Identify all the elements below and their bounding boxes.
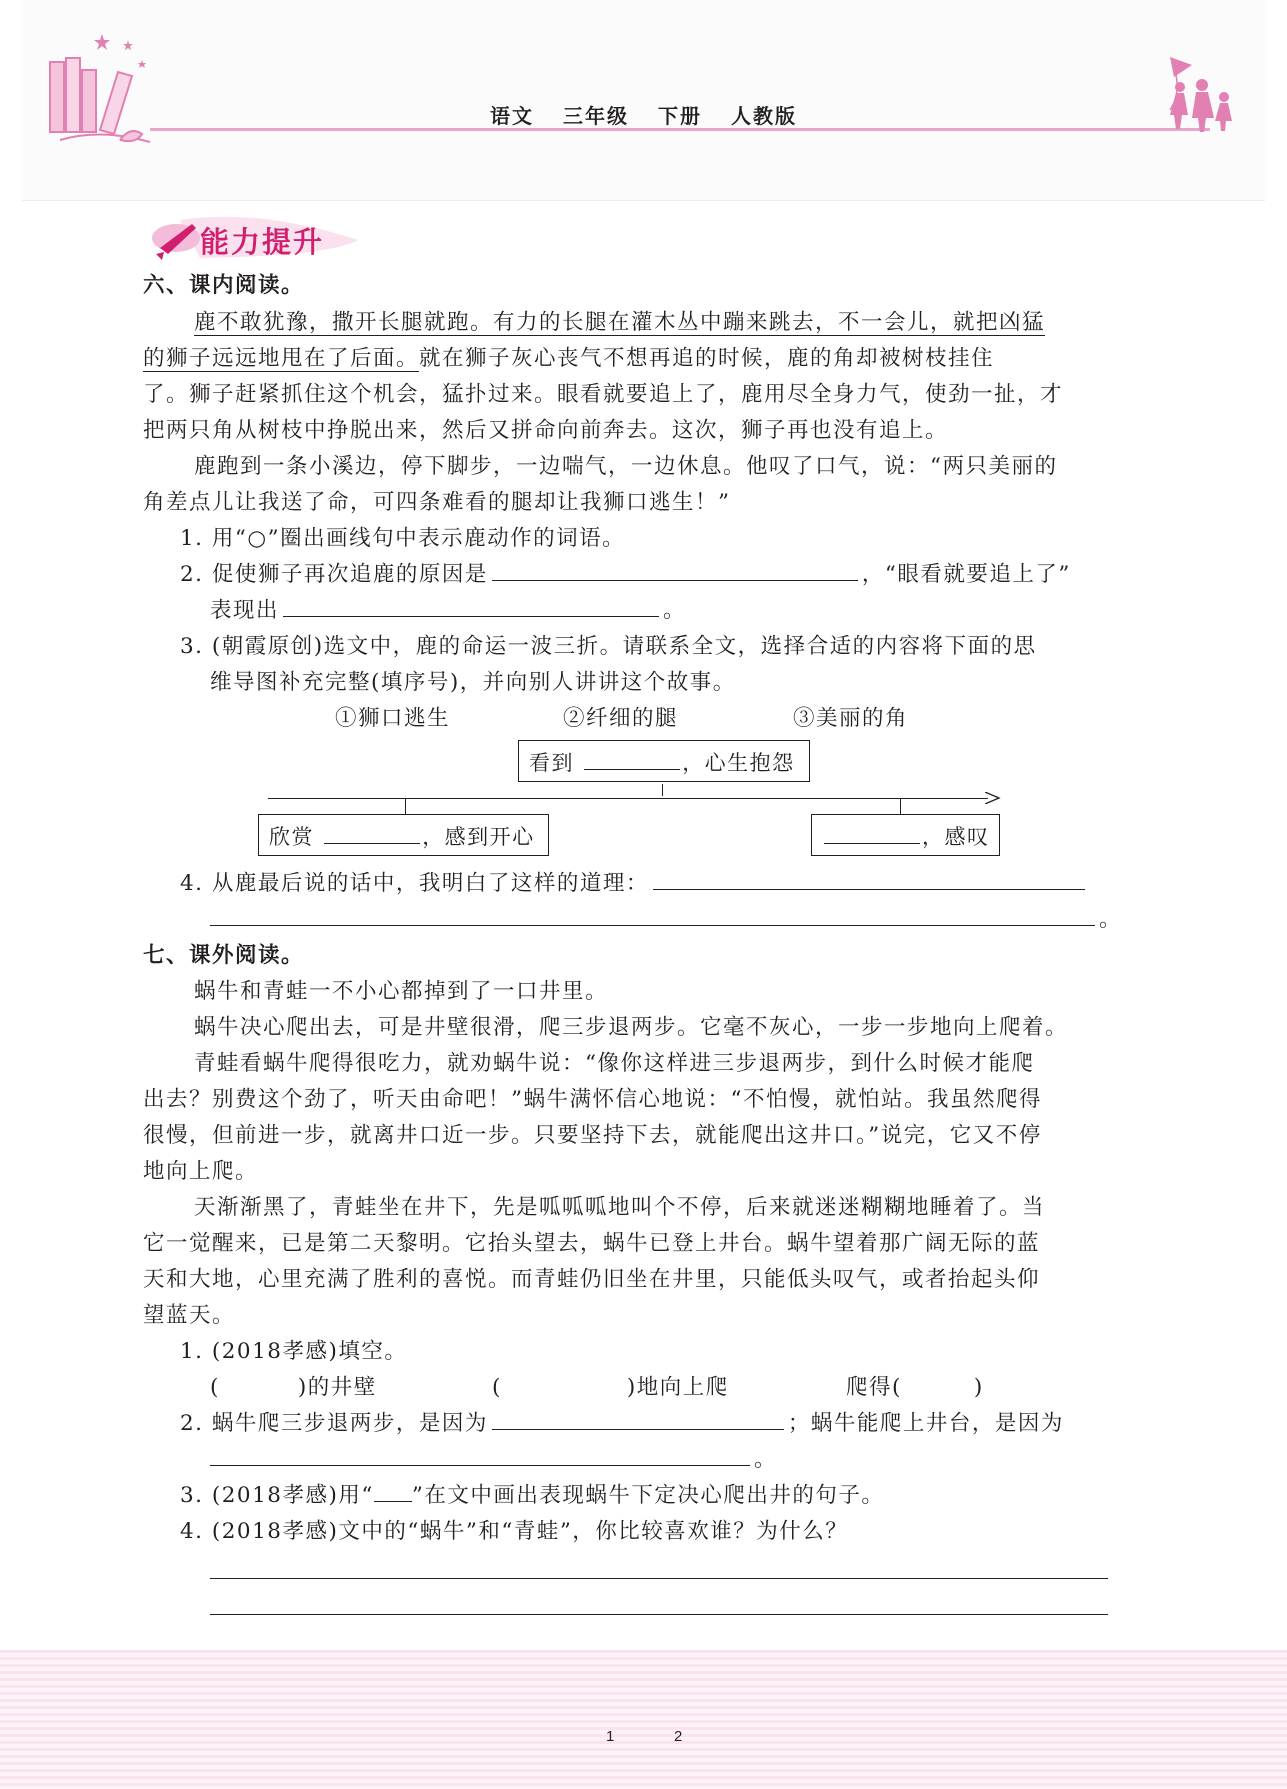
option-1: ①狮口逃生 [335, 706, 451, 731]
underlined-sentence: 的狮子远远地甩在了后面。 [143, 346, 420, 371]
section-title: 能力提升 [200, 225, 325, 259]
question-6-2: 2. 促使狮子再次追鹿的原因是 ，“眼看就要追上了” [180, 562, 1071, 587]
answer-blank[interactable] [492, 1409, 784, 1430]
underlined-sentence: 鹿不敢犹豫，撒开长腿就跑。 [194, 310, 494, 335]
passage7-line: 出去？别费这个劲了，听天由命吧！”蜗牛满怀信心地说：“不怕慢，就怕站。我虽然爬得 [143, 1087, 1042, 1112]
answer-line[interactable] [210, 1614, 1108, 1615]
part6-heading: 六、课内阅读。 [143, 273, 305, 298]
passage6-line: 的狮子远远地甩在了后面。就在狮子灰心丧气不想再追的时候，鹿的角却被树枝挂住 [143, 346, 995, 371]
answer-blank[interactable] [210, 1445, 750, 1466]
page-footer [0, 1650, 1287, 1789]
rocket-icon [152, 224, 200, 260]
question-7-4: 4. (2018孝感)文中的“蜗牛”和“青蛙”，你比较喜欢谁？为什么？ [180, 1519, 849, 1544]
answer-blank[interactable] [210, 905, 1095, 926]
passage7-line: 天和大地，心里充满了胜利的喜悦。而青蛙仍旧坐在井里，只能低头叹气，或者抬起头仰 [143, 1267, 1041, 1292]
answer-line[interactable] [210, 1578, 1108, 1579]
underlined-sentence: 有力的长腿在灌木丛中蹦来跳去，不一会儿，就把凶猛 [493, 310, 1046, 335]
passage7-line: 很慢，但前进一步，就离井口近一步。只要坚持下去，就能爬出这井口。”说完，它又不停 [143, 1123, 1042, 1148]
mindmap-left-box: 欣赏 ，感到开心 [258, 814, 549, 856]
question-7-3: 3. (2018孝感)用“ ”在文中画出表现蜗牛下定决心爬出井的句子。 [180, 1483, 885, 1508]
arrow-head-icon [985, 792, 1001, 804]
question-6-4-cont: 。 [210, 902, 1122, 938]
answer-blank[interactable] [584, 749, 680, 770]
page-number-right: 2 [674, 1728, 683, 1745]
mindmap-right-box: ，感叹 [811, 814, 1000, 856]
part7-heading: 七、课外阅读。 [143, 943, 305, 968]
option-3: ③美丽的角 [793, 706, 909, 731]
passage7-line: 天渐渐黑了，青蛙坐在井下，先是呱呱呱地叫个不停，后来就迷迷糊糊地睡着了。当 [194, 1195, 1046, 1220]
passage6-line [194, 305, 1045, 341]
passage6-line: 了。狮子赶紧抓住这个机会，猛扑过来。眼看就要追上了，鹿用尽全身力气，使劲一扯，才 [143, 382, 1064, 407]
question-6-3-cont: 维导图补充完整(填序号)，并向别人讲讲这个故事。 [210, 670, 736, 695]
answer-blank[interactable] [492, 560, 858, 581]
passage6-line: 角差点儿让我送了命，可四条难看的腿却让我狮口逃生！” [143, 490, 731, 515]
passage7-line: 青蛙看蜗牛爬得很吃力，就劝蜗牛说：“像你这样进三步退两步，到什么时候才能爬 [194, 1051, 1035, 1076]
question-7-1: 1. (2018孝感)填空。 [180, 1339, 408, 1364]
option-2: ②纤细的腿 [563, 706, 679, 731]
mindmap-top-box: 看到 ，心生抱怨 [518, 740, 810, 782]
connector [662, 784, 663, 796]
fill-blank-2: ( )地向上爬 [492, 1375, 729, 1400]
header-volume: 下册 [657, 104, 702, 128]
passage7-line: 蜗牛决心爬出去，可是井壁很滑，爬三步退两步。它毫不灰心，一步一步地向上爬着。 [194, 1015, 1069, 1040]
passage7-line: 蜗牛和青蛙一不小心都掉到了一口井里。 [194, 979, 609, 1004]
passage7-line: 它一觉醒来，已是第二天黎明。它抬头望去，蜗牛已登上井台。蜗牛望着那广阔无际的蓝 [143, 1231, 1041, 1256]
connector [405, 798, 406, 814]
timeline-arrow [268, 798, 988, 799]
answer-blank[interactable] [324, 823, 420, 844]
children-kite-icon [1140, 55, 1240, 135]
question-7-2-cont: 。 [210, 1442, 777, 1478]
header-subject: 语文 [490, 104, 535, 128]
question-6-4: 4. 从鹿最后说的话中，我明白了这样的道理： [180, 866, 1085, 902]
answer-blank[interactable] [824, 823, 920, 844]
answer-blank[interactable] [653, 869, 1085, 890]
fill-blank-3: 爬得( ) [846, 1375, 984, 1400]
passage6-line: 把两只角从树枝中挣脱出来，然后又拼命向前奔去。这次，狮子再也没有追上。 [143, 418, 949, 443]
passage7-line: 地向上爬。 [143, 1159, 259, 1184]
question-6-2-cont: 表现出 。 [210, 598, 687, 623]
header-edition: 人教版 [730, 104, 797, 128]
passage7-line: 望蓝天。 [143, 1303, 236, 1328]
header-grade: 三年级 [563, 104, 630, 128]
question-7-2: 2. 蜗牛爬三步退两步，是因为 ；蜗牛能爬上井台，是因为 [180, 1411, 1064, 1436]
underline-sample [374, 1481, 412, 1502]
question-6-1: 1. 用“○”圈出画线句中表示鹿动作的词语。 [180, 526, 626, 551]
answer-blank[interactable] [283, 596, 659, 617]
page-number-left: 1 [606, 1728, 615, 1745]
header-title [0, 100, 1287, 129]
passage6-line: 鹿跑到一条小溪边，停下脚步，一边喘气，一边休息。他叹了口气，说：“两只美丽的 [194, 454, 1058, 479]
connector [900, 798, 901, 814]
fill-blank-1: ( )的井壁 [210, 1375, 377, 1400]
question-6-3: 3. (朝霞原创)选文中，鹿的命运一波三折。请联系全文，选择合适的内容将下面的思 [180, 634, 1037, 659]
